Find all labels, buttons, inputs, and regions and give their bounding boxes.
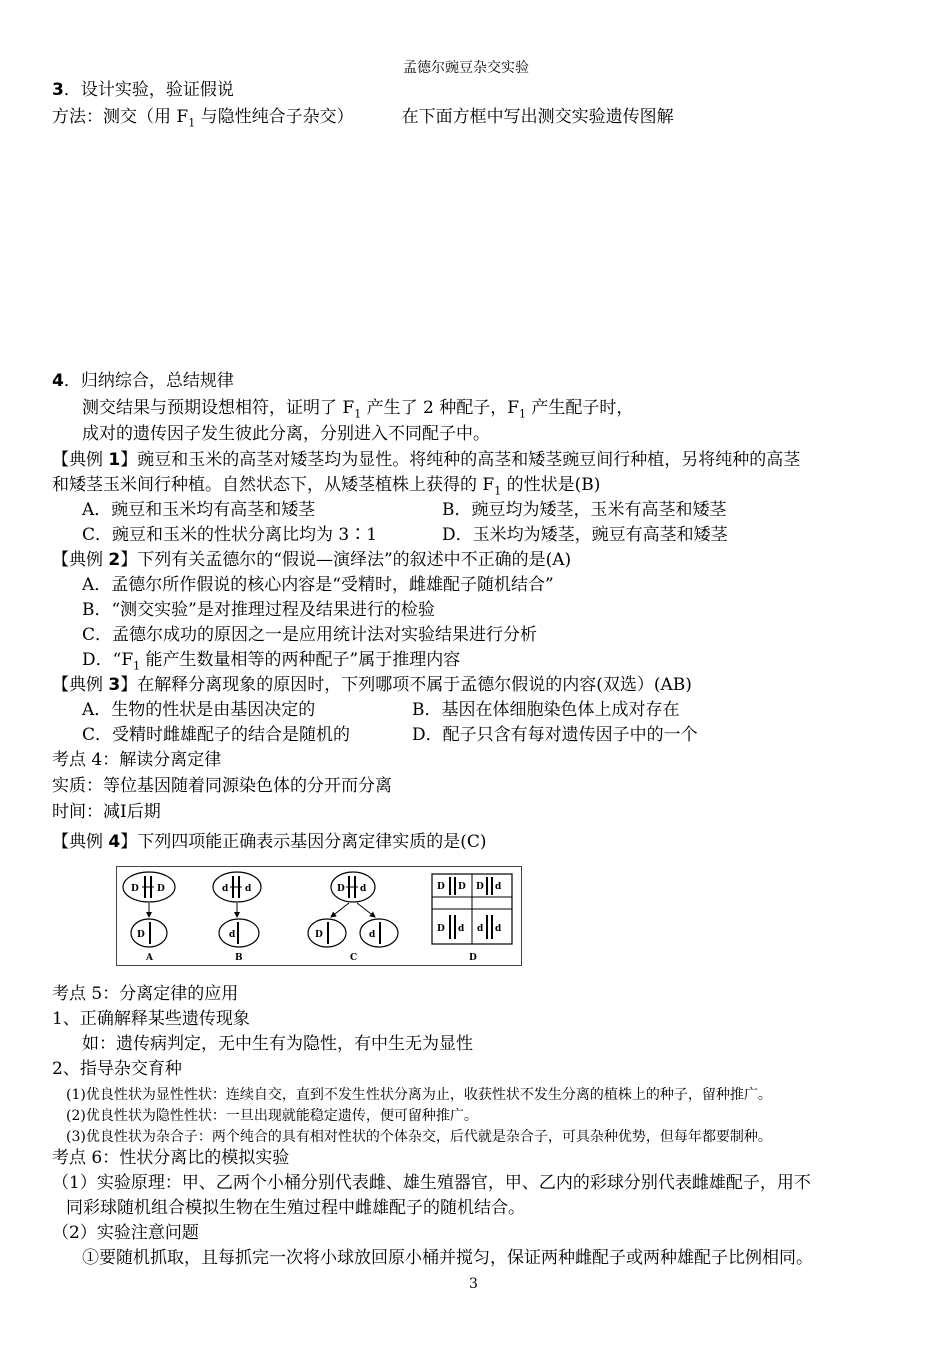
point-6-note-1: ①要随机抓取，且每抓完一次将小球放回原小桶并搅匀，保证两种雌配子或两种雄配子比例相同。	[82, 1248, 813, 1268]
example-3-question: 【典例 3】在解释分离现象的原因时，下列哪项不属于孟德尔假说的内容(双选）(AB)	[52, 675, 692, 695]
example-1-option-b: B．豌豆均为矮茎，玉米有高茎和矮茎	[442, 500, 727, 520]
point-4-essence: 实质：等位基因随着同源染色体的分开而分离	[52, 776, 392, 796]
example-2-option-c: C．孟德尔成功的原因之一是应用统计法对实验结果进行分析	[82, 625, 538, 645]
section-4-heading: 4．归纳综合，总结规律	[52, 371, 234, 391]
example-1-question-line-1: 【典例 1】豌豆和玉米的高茎对矮茎均为显性。将纯种的高茎和矮茎豌豆间行种植，另将纯种的高茎	[52, 450, 801, 470]
example-1-option-a: A．豌豆和玉米均有高茎和矮茎	[82, 500, 316, 520]
allele-label: D	[137, 930, 145, 940]
allele-label: d	[458, 924, 465, 934]
allele-label: D	[476, 882, 484, 892]
allele-label: D	[458, 882, 466, 892]
example-2-question: 【典例 2】下列有关孟德尔的“假说—演绎法”的叙述中不正确的是(A)	[52, 550, 572, 570]
allele-label: d	[245, 884, 252, 894]
point-4-title: 考点 4：解读分离定律	[52, 750, 222, 770]
point-5-sub-3: (3)优良性状为杂合子：两个纯合的具有相对性状的个体杂交，后代就是杂合子，可具杂种优势，但每年都要制种。	[66, 1129, 772, 1145]
example-1-option-d: D．玉米均为矮茎，豌豆有高茎和矮茎	[442, 525, 728, 545]
point-4-time: 时间：减Ⅰ后期	[52, 802, 161, 822]
allele-label: d	[495, 924, 502, 934]
section-3-heading: 3．设计实验，验证假说	[52, 80, 234, 100]
point-5-title: 考点 5：分离定律的应用	[52, 984, 239, 1004]
diagram-label-d: D	[469, 953, 477, 963]
point-6-title: 考点 6：性状分离比的模拟实验	[52, 1148, 290, 1168]
example-3-option-a: A．生物的性状是由基因决定的	[82, 700, 316, 720]
allele-label: D	[437, 882, 445, 892]
diagram-d	[432, 874, 512, 963]
point-6-notes-title: （2）实验注意问题	[52, 1223, 199, 1243]
allele-label: d	[222, 884, 229, 894]
example-3-option-d: D．配子只含有每对遗传因子中的一个	[412, 725, 698, 745]
diagram-c	[308, 872, 398, 963]
example-4-question: 【典例 4】下列四项能正确表示基因分离定律实质的是(C)	[52, 832, 487, 852]
example-1-question-line-2: 和矮茎玉米间行种植。自然状态下，从矮茎植株上获得的 $F_1$ 的性状是(B)	[52, 475, 601, 498]
point-6-principle-line-2: 同彩球随机组合模拟生物在生殖过程中雌雄配子的随机结合。	[66, 1198, 525, 1218]
section-3-method: 方法：测交（用 $F_1$ 与隐性纯合子杂交） 在下面方框中写出测交实验遗传图解	[52, 107, 674, 130]
example-2-option-d: D．“$F_1$ 能产生数量相等的两种配子”属于推理内容	[82, 650, 461, 673]
allele-label: D	[437, 924, 445, 934]
allele-label: d	[360, 884, 367, 894]
page-number: 3	[469, 1276, 478, 1292]
allele-label: d	[495, 882, 502, 892]
allele-label: d	[477, 924, 484, 934]
diagram-label-c: C	[350, 953, 358, 963]
point-5-item-2: 2、指导杂交育种	[52, 1059, 182, 1079]
point-5-item-1: 1、正确解释某些遗传现象	[52, 1009, 250, 1029]
section-4-line-2: 成对的遗传因子发生彼此分离，分别进入不同配子中。	[82, 424, 490, 444]
allele-label: D	[315, 930, 323, 940]
allele-label: D	[337, 884, 345, 894]
point-5-sub-1: (1)优良性状为显性性状：连续自交，直到不发生性状分离为止，收获性状不发生分离的植株上的种子，留种推广。	[66, 1087, 772, 1103]
point-5-sub-2: (2)优良性状为隐性性状：一旦出现就能稳定遗传，便可留种推广。	[66, 1108, 478, 1124]
example-2-option-a: A．孟德尔所作假说的核心内容是“受精时，雌雄配子随机结合”	[82, 575, 554, 595]
segregation-diagrams	[117, 867, 521, 965]
point-5-item-1-example: 如：遗传病判定，无中生有为隐性，有中生无为显性	[82, 1034, 473, 1054]
allele-label: d	[369, 930, 376, 940]
diagram-b	[213, 872, 261, 963]
allele-label: d	[229, 930, 236, 940]
gene-segregation-figure	[116, 866, 522, 966]
allele-label: D	[131, 884, 139, 894]
example-2-option-b: B．“测交实验”是对推理过程及结果进行的检验	[82, 600, 435, 620]
allele-label: D	[157, 884, 165, 894]
point-6-principle-line-1: （1）实验原理：甲、乙两个小桶分别代表雌、雄生殖器官，甲、乙内的彩球分别代表雌雄配子，用不	[52, 1173, 811, 1193]
example-3-option-c: C．受精时雌雄配子的结合是随机的	[82, 725, 351, 745]
diagram-a	[123, 872, 175, 963]
diagram-label-a: A	[146, 953, 153, 963]
diagram-label-b: B	[235, 953, 243, 963]
example-1-option-c: C．豌豆和玉米的性状分离比均为 3∶1	[82, 525, 378, 545]
section-4-line-1: 测交结果与预期设想相符，证明了 $F_1$ 产生了 2 种配子，$F_1$ 产生配子时，	[82, 398, 634, 421]
example-3-option-b: B．基因在体细胞染色体上成对存在	[412, 700, 680, 720]
page-header-title: 孟德尔豌豆杂交实验	[403, 60, 529, 76]
